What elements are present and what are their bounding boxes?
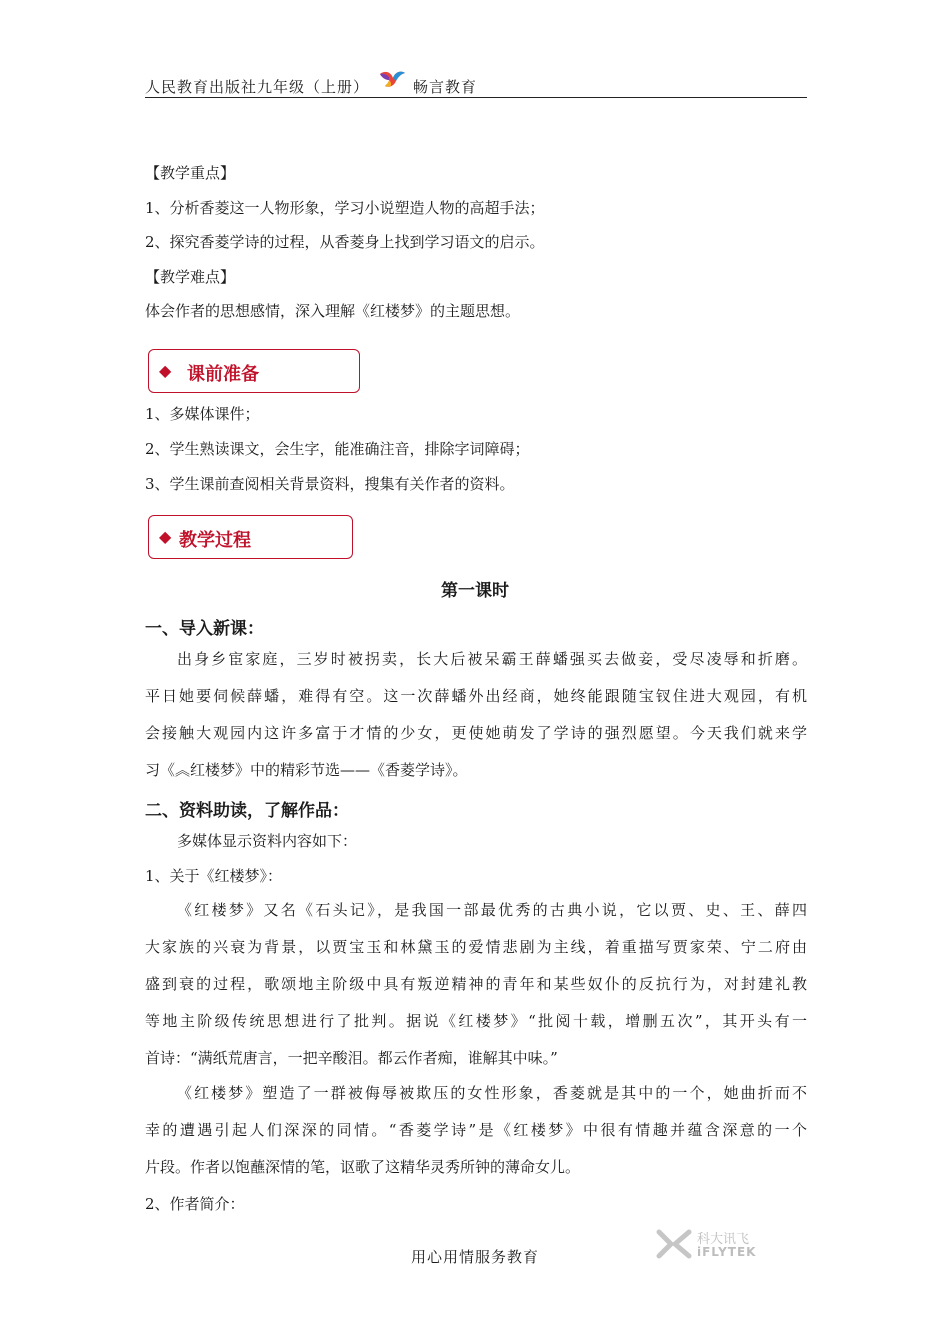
intro-line: 会接触大观园内这许多富于才情的少女，更使她萌发了学诗的强烈愿望。今天我们就来学 [145, 724, 807, 742]
difficulty-text: 体会作者的思想感情，深入理解《红楼梦》的主题思想。 [145, 302, 521, 320]
materials-heading: 二、资料助读，了解作品： [145, 801, 349, 821]
header-brand: 畅言教育 [413, 78, 478, 96]
intro-line: 习《︽红楼梦》中的精彩节选——《香菱学诗》。 [145, 761, 468, 779]
honglou-paragraph-2 [145, 1075, 807, 1186]
para1-line: 首诗：“满纸荒唐言，一把辛酸泪。都云作者痴，谁解其中味。” [145, 1049, 558, 1067]
materials-sub1: 1、关于《红楼梦》： [145, 867, 283, 885]
bird-logo-icon [377, 68, 407, 92]
materials-lead: 多媒体显示资料内容如下： [177, 832, 358, 850]
iflytek-watermark [655, 1228, 770, 1262]
prep-item-3: 3、学生课前查阅相关背景资料，搜集有关作者的资料。 [145, 475, 515, 493]
difficulty-heading: 【教学难点】 [145, 268, 236, 286]
materials-sub2: 2、作者简介： [145, 1195, 245, 1213]
para2-line: 《红楼梦》塑造了一群被侮辱被欺压的女性形象，香菱就是其中的一个，她曲折而不 [177, 1084, 807, 1102]
prep-section-box [148, 349, 360, 393]
process-section-box [148, 515, 353, 559]
intro-heading: 一、导入新课： [145, 619, 264, 639]
intro-paragraph [145, 641, 807, 789]
diamond-bullet-icon: ◆ [159, 361, 172, 380]
focus-item-2: 2、探究香菱学诗的过程，从香菱身上找到学习语文的启示。 [145, 233, 545, 251]
para1-line: 盛到衰的过程，歌颂地主阶级中具有叛逆精神的青年和某些奴仆的反抗行为，对封建礼教 [145, 975, 807, 993]
process-section-title: 教学过程 [179, 530, 251, 551]
prep-section-title: 课前准备 [187, 364, 259, 385]
iflytek-logo-icon [655, 1228, 693, 1260]
header-publisher: 人民教育出版社九年级（上册） [145, 78, 370, 96]
para2-line: 片段。作者以饱蘸深情的笔，讴歌了这精华灵秀所钟的薄命女儿。 [145, 1158, 581, 1176]
diamond-bullet-icon: ◆ [159, 527, 172, 546]
prep-item-2: 2、学生熟读课文，会生字，能准确注音，排除字词障碍； [145, 440, 530, 458]
intro-line: 出身乡宦家庭，三岁时被拐卖，长大后被呆霸王薛蟠强买去做妾，受尽凌辱和折磨。 [177, 650, 807, 668]
para1-line: 大家族的兴衰为背景，以贾宝玉和林黛玉的爱情悲剧为主线，着重描写贾家荣、宁二府由 [145, 938, 807, 956]
prep-item-1: 1、多媒体课件； [145, 405, 260, 423]
focus-heading: 【教学重点】 [145, 164, 236, 182]
lesson-title: 第一课时 [441, 581, 509, 601]
watermark-cn: 科大讯飞 [697, 1232, 750, 1247]
para1-line: 等地主阶级传统思想进行了批判。据说《红楼梦》“批阅十载，增删五次”，其开头有一 [145, 1012, 807, 1030]
intro-line: 平日她要伺候薛蟠，难得有空。这一次薛蟠外出经商，她终能跟随宝钗住进大观园，有机 [145, 687, 807, 705]
focus-item-1: 1、分析香菱这一人物形象，学习小说塑造人物的高超手法； [145, 199, 545, 217]
honglou-paragraph-1 [145, 892, 807, 1077]
para2-line: 幸的遭遇引起人们深深的同情。“香菱学诗”是《红楼梦》中很有情趣并蕴含深意的一个 [145, 1121, 807, 1139]
watermark-en: iFLYTEK [697, 1245, 757, 1259]
page-header [145, 70, 807, 98]
page-footer: 用心用情服务教育 [410, 1248, 539, 1266]
para1-line: 《红楼梦》又名《石头记》，是我国一部最优秀的古典小说，它以贾、史、王、薛四 [177, 901, 807, 919]
